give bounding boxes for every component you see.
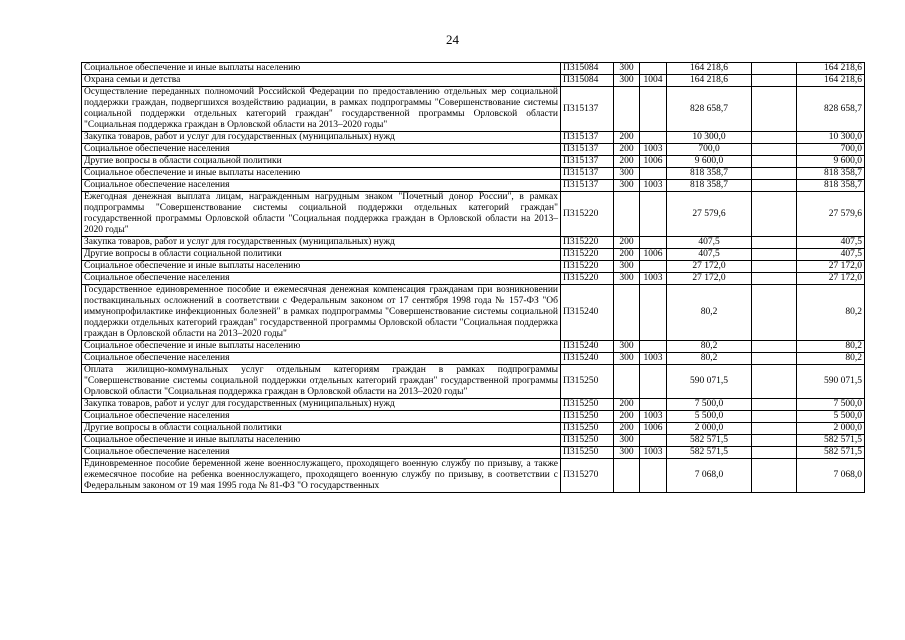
amount-cell: 7 068,0 bbox=[667, 459, 752, 493]
change-amount-cell bbox=[752, 63, 797, 75]
budget-table bbox=[81, 62, 865, 493]
expense-type-cell: 300 bbox=[614, 168, 640, 180]
change-amount-cell bbox=[752, 132, 797, 144]
change-amount-cell bbox=[752, 261, 797, 273]
total-amount-cell: 7 068,0 bbox=[797, 459, 865, 493]
change-amount-cell bbox=[752, 459, 797, 493]
table-row bbox=[82, 168, 865, 180]
row-name-cell: Единовременное пособие беременной жене военнослужащего, проходящего военную службу по призыву, а также ежемесячное пособие на ребенка военнослужащего, проходящего военную службу по призыву, в соответствии с Федеральным законом от 19 мая 1995 года № 81-ФЗ "О государственных bbox=[82, 459, 561, 493]
total-amount-cell: 10 300,0 bbox=[797, 132, 865, 144]
expense-type-cell bbox=[614, 192, 640, 237]
amount-cell: 590 071,5 bbox=[667, 365, 752, 399]
table-row bbox=[82, 447, 865, 459]
change-amount-cell bbox=[752, 285, 797, 341]
amount-cell: 582 571,5 bbox=[667, 435, 752, 447]
target-code-cell: П315250 bbox=[561, 399, 614, 411]
table-row bbox=[82, 353, 865, 365]
section-code-cell bbox=[640, 87, 667, 132]
change-amount-cell bbox=[752, 365, 797, 399]
total-amount-cell: 7 500,0 bbox=[797, 399, 865, 411]
expense-type-cell bbox=[614, 285, 640, 341]
page-number: 24 bbox=[446, 32, 459, 47]
amount-cell: 10 300,0 bbox=[667, 132, 752, 144]
table-row bbox=[82, 180, 865, 192]
section-code-cell: 1003 bbox=[640, 273, 667, 285]
target-code-cell: П315137 bbox=[561, 87, 614, 132]
target-code-cell: П315220 bbox=[561, 237, 614, 249]
section-code-cell: 1006 bbox=[640, 249, 667, 261]
row-name-cell: Социальное обеспечение и иные выплаты населению bbox=[82, 341, 561, 353]
table-row bbox=[82, 459, 865, 493]
target-code-cell: П315220 bbox=[561, 192, 614, 237]
section-code-cell bbox=[640, 168, 667, 180]
section-code-cell bbox=[640, 237, 667, 249]
total-amount-cell: 407,5 bbox=[797, 249, 865, 261]
total-amount-cell: 164 218,6 bbox=[797, 63, 865, 75]
total-amount-cell: 828 658,7 bbox=[797, 87, 865, 132]
table-row bbox=[82, 144, 865, 156]
amount-cell: 80,2 bbox=[667, 353, 752, 365]
section-code-cell: 1003 bbox=[640, 180, 667, 192]
expense-type-cell: 300 bbox=[614, 435, 640, 447]
section-code-cell: 1006 bbox=[640, 156, 667, 168]
table-row bbox=[82, 237, 865, 249]
amount-cell: 407,5 bbox=[667, 237, 752, 249]
amount-cell: 407,5 bbox=[667, 249, 752, 261]
amount-cell: 818 358,7 bbox=[667, 168, 752, 180]
table-row bbox=[82, 75, 865, 87]
change-amount-cell bbox=[752, 156, 797, 168]
table-row bbox=[82, 132, 865, 144]
amount-cell: 164 218,6 bbox=[667, 75, 752, 87]
section-code-cell bbox=[640, 341, 667, 353]
total-amount-cell: 27 172,0 bbox=[797, 273, 865, 285]
expense-type-cell: 300 bbox=[614, 341, 640, 353]
section-code-cell bbox=[640, 285, 667, 341]
total-amount-cell: 818 358,7 bbox=[797, 180, 865, 192]
change-amount-cell bbox=[752, 399, 797, 411]
expense-type-cell: 200 bbox=[614, 249, 640, 261]
target-code-cell: П315270 bbox=[561, 459, 614, 493]
total-amount-cell: 2 000,0 bbox=[797, 423, 865, 435]
row-name-cell: Другие вопросы в области социальной политики bbox=[82, 423, 561, 435]
row-name-cell: Социальное обеспечение населения bbox=[82, 273, 561, 285]
expense-type-cell: 300 bbox=[614, 353, 640, 365]
section-code-cell bbox=[640, 132, 667, 144]
expense-type-cell bbox=[614, 459, 640, 493]
change-amount-cell bbox=[752, 435, 797, 447]
section-code-cell bbox=[640, 365, 667, 399]
total-amount-cell: 27 172,0 bbox=[797, 261, 865, 273]
row-name-cell: Охрана семьи и детства bbox=[82, 75, 561, 87]
total-amount-cell: 80,2 bbox=[797, 341, 865, 353]
section-code-cell bbox=[640, 63, 667, 75]
expense-type-cell: 300 bbox=[614, 63, 640, 75]
expense-type-cell: 300 bbox=[614, 75, 640, 87]
section-code-cell bbox=[640, 192, 667, 237]
target-code-cell: П315084 bbox=[561, 75, 614, 87]
row-name-cell: Социальное обеспечение населения bbox=[82, 180, 561, 192]
total-amount-cell: 5 500,0 bbox=[797, 411, 865, 423]
table-row bbox=[82, 63, 865, 75]
expense-type-cell: 200 bbox=[614, 423, 640, 435]
change-amount-cell bbox=[752, 273, 797, 285]
amount-cell: 27 172,0 bbox=[667, 273, 752, 285]
expense-type-cell: 200 bbox=[614, 237, 640, 249]
amount-cell: 582 571,5 bbox=[667, 447, 752, 459]
target-code-cell: П315250 bbox=[561, 365, 614, 399]
target-code-cell: П315137 bbox=[561, 144, 614, 156]
expense-type-cell bbox=[614, 365, 640, 399]
target-code-cell: П315240 bbox=[561, 353, 614, 365]
section-code-cell bbox=[640, 459, 667, 493]
section-code-cell: 1003 bbox=[640, 353, 667, 365]
target-code-cell: П315084 bbox=[561, 63, 614, 75]
total-amount-cell: 700,0 bbox=[797, 144, 865, 156]
table-row bbox=[82, 423, 865, 435]
expense-type-cell: 200 bbox=[614, 399, 640, 411]
row-name-cell: Социальное обеспечение и иные выплаты населению bbox=[82, 168, 561, 180]
target-code-cell: П315240 bbox=[561, 285, 614, 341]
row-name-cell: Ежегодная денежная выплата лицам, награжденным нагрудным знаком "Почетный донор России", в рамках подпрограммы "Совершенствование системы социальной поддержки отдельных категорий граждан" государственной программы Орловской области "Социальная поддержка граждан в Орловской области на 2013–2020 годы" bbox=[82, 192, 561, 237]
amount-cell: 80,2 bbox=[667, 285, 752, 341]
row-name-cell: Закупка товаров, работ и услуг для государственных (муниципальных) нужд bbox=[82, 237, 561, 249]
target-code-cell: П315240 bbox=[561, 341, 614, 353]
expense-type-cell: 300 bbox=[614, 273, 640, 285]
table-body bbox=[82, 63, 865, 493]
target-code-cell: П315137 bbox=[561, 168, 614, 180]
amount-cell: 80,2 bbox=[667, 341, 752, 353]
amount-cell: 818 358,7 bbox=[667, 180, 752, 192]
change-amount-cell bbox=[752, 87, 797, 132]
row-name-cell: Социальное обеспечение и иные выплаты населению bbox=[82, 435, 561, 447]
amount-cell: 5 500,0 bbox=[667, 411, 752, 423]
table-row bbox=[82, 87, 865, 132]
change-amount-cell bbox=[752, 75, 797, 87]
expense-type-cell: 200 bbox=[614, 156, 640, 168]
change-amount-cell bbox=[752, 411, 797, 423]
section-code-cell: 1004 bbox=[640, 75, 667, 87]
row-name-cell: Социальное обеспечение и иные выплаты населению bbox=[82, 261, 561, 273]
row-name-cell: Закупка товаров, работ и услуг для государственных (муниципальных) нужд bbox=[82, 132, 561, 144]
expense-type-cell: 200 bbox=[614, 132, 640, 144]
expense-type-cell: 300 bbox=[614, 261, 640, 273]
row-name-cell: Социальное обеспечение населения bbox=[82, 447, 561, 459]
section-code-cell: 1003 bbox=[640, 447, 667, 459]
expense-type-cell: 200 bbox=[614, 411, 640, 423]
total-amount-cell: 164 218,6 bbox=[797, 75, 865, 87]
row-name-cell: Социальное обеспечение населения bbox=[82, 411, 561, 423]
table-row bbox=[82, 285, 865, 341]
section-code-cell: 1003 bbox=[640, 411, 667, 423]
target-code-cell: П315250 bbox=[561, 447, 614, 459]
target-code-cell: П315137 bbox=[561, 132, 614, 144]
total-amount-cell: 27 579,6 bbox=[797, 192, 865, 237]
row-name-cell: Государственное единовременное пособие и ежемесячная денежная компенсация гражданам при возникновении поствакцинальных осложнений в соответствии с Федеральным законом от 17 сентября 1998 года № 157-ФЗ "Об иммунопрофилактике инфекционных болезней" в рамках подпрограммы "Совершенствование системы социальной поддержки отдельных категорий граждан" государственной программы Орловской области "Социальная поддержка граждан в Орловской области на 2013–2020 годы" bbox=[82, 285, 561, 341]
table-row bbox=[82, 399, 865, 411]
amount-cell: 9 600,0 bbox=[667, 156, 752, 168]
table-row bbox=[82, 411, 865, 423]
target-code-cell: П315250 bbox=[561, 435, 614, 447]
expense-type-cell: 300 bbox=[614, 447, 640, 459]
row-name-cell: Другие вопросы в области социальной политики bbox=[82, 249, 561, 261]
row-name-cell: Социальное обеспечение населения bbox=[82, 144, 561, 156]
table-row bbox=[82, 273, 865, 285]
expense-type-cell: 200 bbox=[614, 144, 640, 156]
row-name-cell: Другие вопросы в области социальной политики bbox=[82, 156, 561, 168]
amount-cell: 828 658,7 bbox=[667, 87, 752, 132]
total-amount-cell: 407,5 bbox=[797, 237, 865, 249]
section-code-cell: 1006 bbox=[640, 423, 667, 435]
row-name-cell: Закупка товаров, работ и услуг для государственных (муниципальных) нужд bbox=[82, 399, 561, 411]
row-name-cell: Осуществление переданных полномочий Российской Федерации по предоставлению отдельных мер социальной поддержки граждан, подвергшихся воздействию радиации, в рамках подпрограммы "Совершенствование системы социальной поддержки отдельных категорий граждан" государственной программы Орловской области "Социальная поддержка граждан в Орловской области на 2013–2020 годы" bbox=[82, 87, 561, 132]
amount-cell: 27 579,6 bbox=[667, 192, 752, 237]
expense-type-cell bbox=[614, 87, 640, 132]
target-code-cell: П315137 bbox=[561, 156, 614, 168]
amount-cell: 7 500,0 bbox=[667, 399, 752, 411]
section-code-cell bbox=[640, 435, 667, 447]
change-amount-cell bbox=[752, 353, 797, 365]
amount-cell: 700,0 bbox=[667, 144, 752, 156]
target-code-cell: П315220 bbox=[561, 249, 614, 261]
amount-cell: 27 172,0 bbox=[667, 261, 752, 273]
row-name-cell: Социальное обеспечение и иные выплаты населению bbox=[82, 63, 561, 75]
section-code-cell: 1003 bbox=[640, 144, 667, 156]
change-amount-cell bbox=[752, 192, 797, 237]
row-name-cell: Оплата жилищно-коммунальных услуг отдельным категориям граждан в рамках подпрограммы "Совершенствование системы социальной поддержки отдельных категорий граждан" государственной программы Орловской области "Социальная поддержка граждан в Орловской области на 2013–2020 годы" bbox=[82, 365, 561, 399]
table-row bbox=[82, 435, 865, 447]
change-amount-cell bbox=[752, 249, 797, 261]
total-amount-cell: 590 071,5 bbox=[797, 365, 865, 399]
change-amount-cell bbox=[752, 423, 797, 435]
row-name-cell: Социальное обеспечение населения bbox=[82, 353, 561, 365]
section-code-cell bbox=[640, 261, 667, 273]
total-amount-cell: 818 358,7 bbox=[797, 168, 865, 180]
total-amount-cell: 9 600,0 bbox=[797, 156, 865, 168]
total-amount-cell: 582 571,5 bbox=[797, 447, 865, 459]
change-amount-cell bbox=[752, 168, 797, 180]
change-amount-cell bbox=[752, 144, 797, 156]
expense-type-cell: 300 bbox=[614, 180, 640, 192]
change-amount-cell bbox=[752, 341, 797, 353]
total-amount-cell: 80,2 bbox=[797, 353, 865, 365]
target-code-cell: П315250 bbox=[561, 411, 614, 423]
table-row bbox=[82, 192, 865, 237]
target-code-cell: П315137 bbox=[561, 180, 614, 192]
change-amount-cell bbox=[752, 447, 797, 459]
change-amount-cell bbox=[752, 180, 797, 192]
amount-cell: 164 218,6 bbox=[667, 63, 752, 75]
section-code-cell bbox=[640, 399, 667, 411]
target-code-cell: П315250 bbox=[561, 423, 614, 435]
target-code-cell: П315220 bbox=[561, 273, 614, 285]
total-amount-cell: 582 571,5 bbox=[797, 435, 865, 447]
change-amount-cell bbox=[752, 237, 797, 249]
table-row bbox=[82, 249, 865, 261]
table-row bbox=[82, 261, 865, 273]
table-row bbox=[82, 156, 865, 168]
table-row bbox=[82, 341, 865, 353]
table-row bbox=[82, 365, 865, 399]
amount-cell: 2 000,0 bbox=[667, 423, 752, 435]
target-code-cell: П315220 bbox=[561, 261, 614, 273]
total-amount-cell: 80,2 bbox=[797, 285, 865, 341]
